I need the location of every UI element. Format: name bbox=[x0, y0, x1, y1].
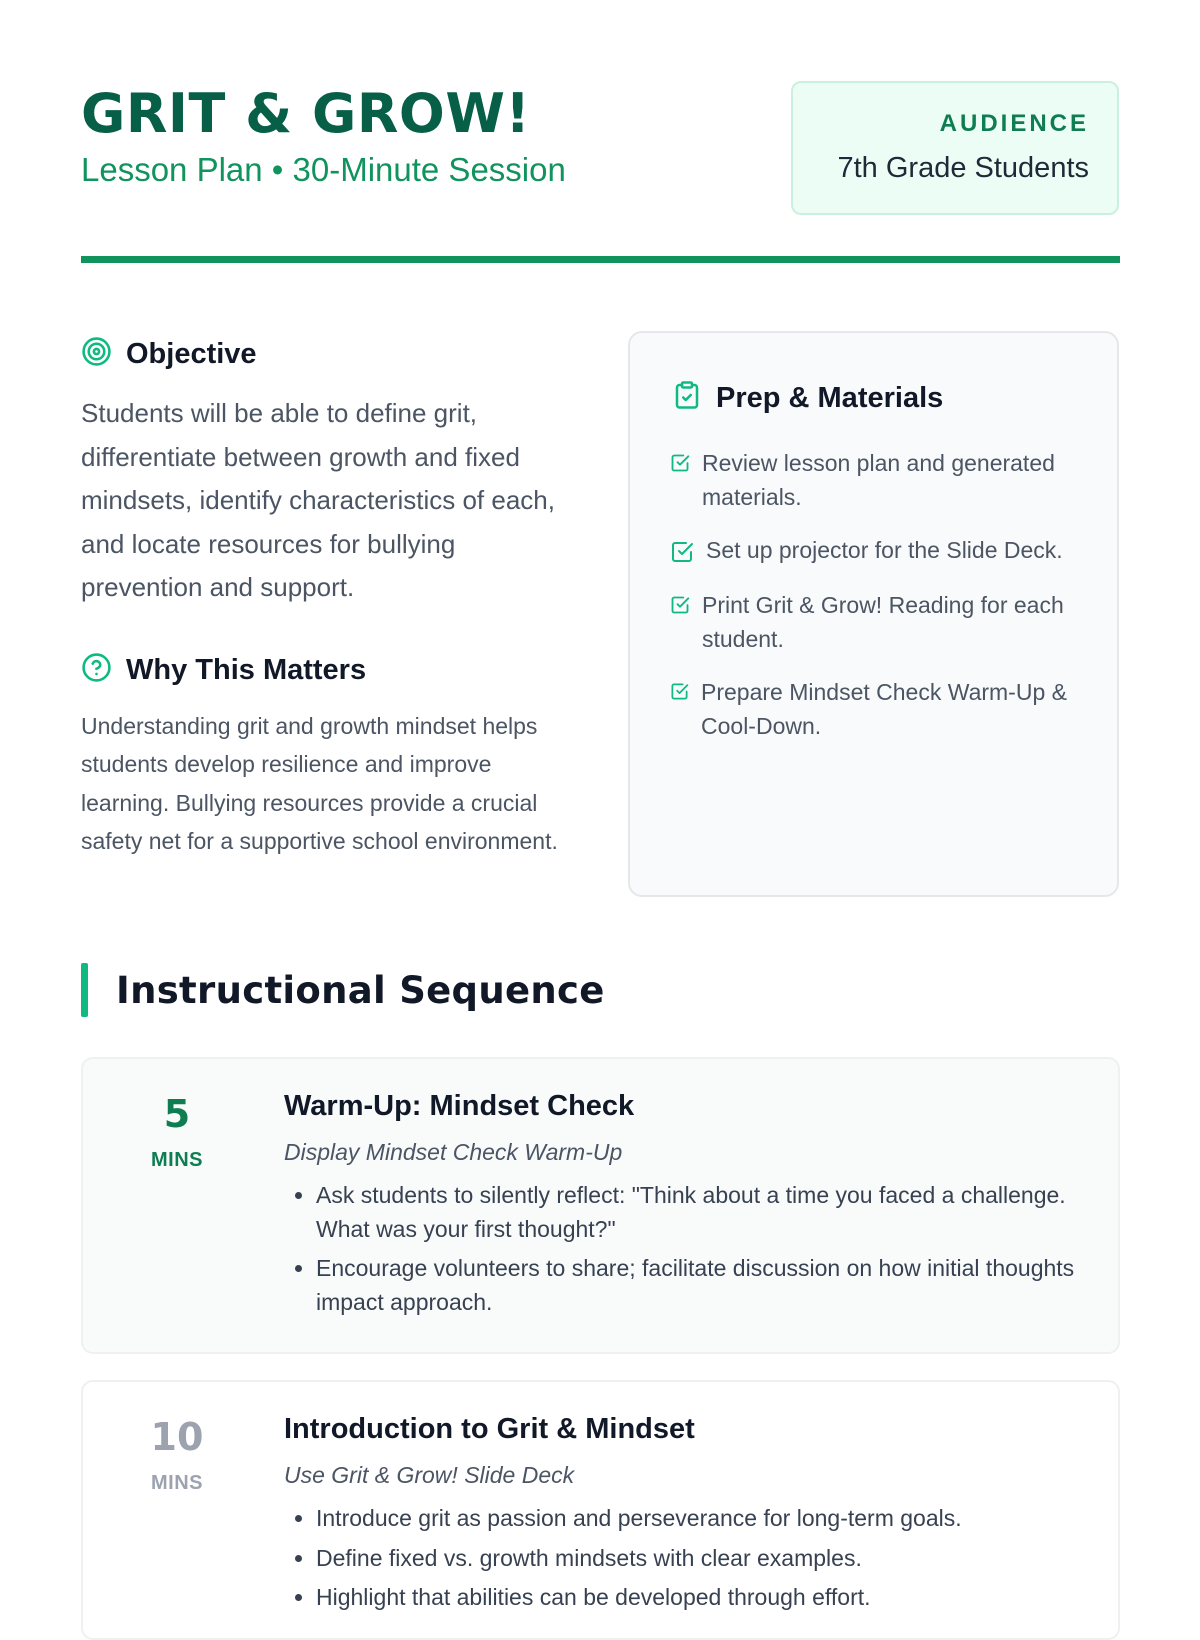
help-circle-icon bbox=[81, 652, 112, 688]
step-title: Introduction to Grit & Mindset bbox=[284, 1413, 695, 1445]
audience-value: 7th Grade Students bbox=[837, 152, 1089, 184]
sequence-heading: Instructional Sequence bbox=[116, 968, 605, 1012]
checklist-item bbox=[670, 534, 1090, 569]
step-bullet: • Highlight that abilities can be developed through effort. bbox=[316, 1581, 1084, 1615]
page-subtitle: Lesson Plan • 30-Minute Session bbox=[81, 151, 566, 188]
why-heading-row bbox=[81, 652, 366, 688]
prep-heading: Prep & Materials bbox=[716, 381, 944, 414]
checklist-item-label: Review lesson plan and generated materials. bbox=[702, 450, 1055, 510]
target-icon bbox=[81, 336, 112, 372]
step-bullets bbox=[284, 1502, 1084, 1615]
step-bullet: • Ask students to silently reflect: "Think about a time you faced a challenge. What was your first thought?" bbox=[316, 1179, 1084, 1246]
checklist-item-label: Print Grit & Grow! Reading for each student. bbox=[702, 592, 1064, 652]
checklist-item bbox=[670, 589, 1090, 656]
step-minutes-unit: MINS bbox=[151, 1472, 203, 1494]
checklist-item-label: Set up projector for the Slide Deck. bbox=[706, 537, 1063, 563]
step-minutes-unit: MINS bbox=[151, 1149, 203, 1171]
sequence-heading-row bbox=[81, 963, 605, 1017]
sequence-step bbox=[81, 1057, 1120, 1354]
step-duration bbox=[83, 1416, 271, 1495]
why-heading: Why This Matters bbox=[126, 654, 367, 686]
prep-heading-row bbox=[672, 379, 943, 416]
prep-materials-card bbox=[628, 331, 1119, 897]
step-minutes: 5 bbox=[163, 1092, 191, 1136]
check-square-icon bbox=[670, 453, 690, 478]
check-square-icon bbox=[670, 595, 690, 620]
checklist-item bbox=[670, 676, 1090, 743]
page-title: GRIT & GROW! bbox=[81, 82, 531, 145]
step-minutes: 10 bbox=[150, 1415, 204, 1459]
step-duration bbox=[83, 1093, 271, 1172]
header-divider bbox=[81, 256, 1120, 263]
step-bullet: • Introduce grit as passion and perseverance for long-term goals. bbox=[316, 1502, 1084, 1536]
check-square-icon bbox=[670, 682, 689, 706]
step-body bbox=[284, 1087, 1084, 1325]
step-bullets bbox=[284, 1179, 1084, 1319]
step-bullet: • Define fixed vs. growth mindsets with clear examples. bbox=[316, 1542, 1084, 1576]
checklist-item bbox=[670, 447, 1090, 514]
step-title: Warm-Up: Mindset Check bbox=[284, 1090, 635, 1122]
audience-label: AUDIENCE bbox=[939, 110, 1089, 137]
checklist-item-label: Prepare Mindset Check Warm-Up & Cool-Down. bbox=[701, 679, 1067, 739]
audience-card bbox=[791, 81, 1119, 215]
sequence-step bbox=[81, 1380, 1120, 1640]
step-body bbox=[284, 1410, 1084, 1621]
check-square-icon bbox=[670, 540, 694, 569]
objective-heading: Objective bbox=[126, 338, 257, 370]
step-bullet: • Encourage volunteers to share; facilitate discussion on how initial thoughts impact approach. bbox=[316, 1252, 1084, 1319]
step-material: Use Grit & Grow! Slide Deck bbox=[284, 1462, 575, 1488]
objective-heading-row bbox=[81, 336, 257, 372]
section-accent-bar bbox=[81, 963, 88, 1017]
why-text: Understanding grit and growth mindset helps students develop resilience and improve learning. Bullying resources provide a crucial safety net for a supportive school environment. bbox=[81, 713, 558, 854]
step-material: Display Mindset Check Warm-Up bbox=[284, 1139, 623, 1165]
prep-checklist bbox=[670, 447, 1090, 763]
objective-text: Students will be able to define grit, differentiate between growth and fixed mindsets, identify characteristics of each, and locate resources for bullying prevention and support. bbox=[81, 398, 555, 602]
clipboard-check-icon bbox=[672, 379, 702, 416]
